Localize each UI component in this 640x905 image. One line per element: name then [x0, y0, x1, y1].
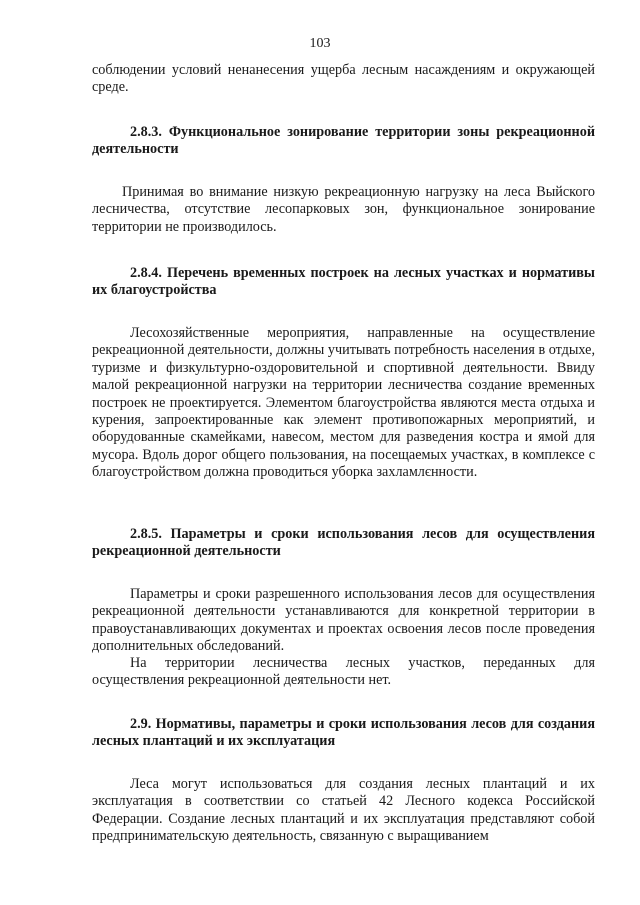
heading-2-8-3: 2.8.3. Функциональное зонирование территории зоны рекреационной деятельности [92, 124, 595, 158]
paragraph-no-plots: На территории лесничества лесных участков, переданных для осуществления рекреационной деятельности нет. [92, 655, 595, 689]
paragraph-zoning: Принимая во внимание низкую рекреационную нагрузку на леса Выйского лесничества, отсутствие лесопарковых зон, функциональное зонирование территории не производилось. [92, 184, 595, 235]
heading-2-9: 2.9. Нормативы, параметры и сроки использования лесов для создания лесных плантаций и их эксплуатация [92, 716, 595, 750]
paragraph-plantations: Леса могут использоваться для создания лесных плантаций и их эксплуатация в соответствии со статьей 42 Лесного кодекса Российской Федерации. Создание лесных плантаций и их эксплуатация представляют собой предпринимательскую деятельность, связанную с выращиванием [92, 776, 595, 845]
heading-2-8-4: 2.8.4. Перечень временных построек на лесных участках и нормативы их благоустройства [92, 265, 595, 299]
page-number: 103 [309, 36, 331, 51]
paragraph-temporary-buildings: Лесохозяйственные мероприятия, направленные на осуществление рекреационной деятельности, должны учитывать потребность населения в отдыхе, туризме и физкультурно-оздоровительной и спортивной деятельности. Ввиду малой рекреационной нагрузки на территории лесничества создание временных построек не проектируется. Элементом благоустройства являются места отдыха и курения, запроектированные как элемент противопожарных мероприятий, и оборудованные скамейками, навесом, местом для разведения костра и ямой для мусора. Вдоль дорог общего пользования, на посещаемых участках, в комплексе с благоустройством должна проводиться уборка захламлєнности. [92, 325, 595, 481]
heading-2-8-5: 2.8.5. Параметры и сроки использования лесов для осуществления рекреационной деятельности [92, 526, 595, 560]
paragraph-continuation: соблюдении условий ненанесения ущерба лесным насаждениям и окружающей среде. [92, 62, 595, 96]
paragraph-parameters: Параметры и сроки разрешенного использования лесов для осуществления рекреационной деятельности устанавливаются для конкретной территории в правоустанавливающих документах и проектах освоения лесов после проведения дополнительных обследований. [92, 586, 595, 655]
